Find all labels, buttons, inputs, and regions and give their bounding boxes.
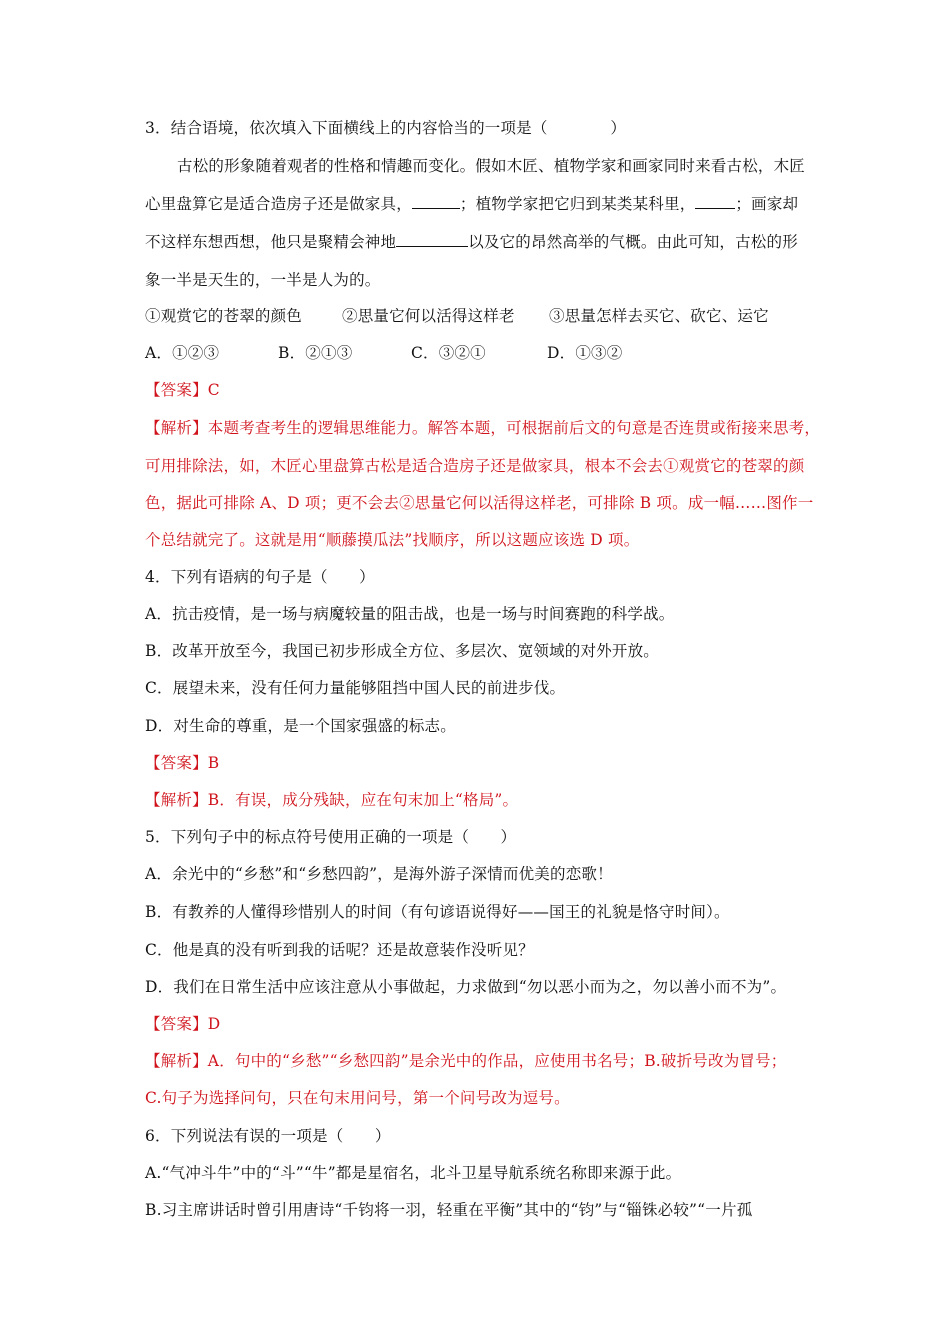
q3-item-2: ②思量它何以活得这样老	[342, 307, 515, 325]
fill-blank-2	[695, 194, 735, 209]
q4-option-d: D．对生命的尊重，是一个国家强盛的标志。	[145, 717, 456, 735]
q3-passage-line-3	[145, 232, 850, 252]
q5-option-c: C．他是真的没有听到我的话呢？还是故意装作没听见？	[145, 941, 534, 959]
q6-option-a: A.“气冲斗牛”中的“斗”“牛”都是星宿名，北斗卫星导航系统名称即来源于此。	[145, 1164, 682, 1182]
q3-analysis-line-3: 色，据此可排除 A、D 项；更不会去②思量它何以活得这样老，可排除 B 项。成一幅……图作一	[145, 494, 814, 512]
q5-option-d: D．我们在日常生活中应该注意从小事做起，力求做到“勿以恶小而为之，勿以善小而不为”。	[145, 978, 787, 996]
q5-option-b: B．有教养的人懂得珍惜别人的时间（有句谚语说得好——国王的礼貌是恪守时间）。	[145, 903, 730, 921]
q4-option-c: C．展望未来，没有任何力量能够阻挡中国人民的前进步伐。	[145, 679, 566, 697]
q3-passage-line-3a: 不这样东想西想，他只是聚精会神地	[145, 233, 397, 251]
q3-option-b: B．②①③	[278, 344, 353, 362]
q3-passage-line-3b: 以及它的昂然高举的气概。由此可知，古松的形	[468, 233, 798, 251]
q3-answer: 【答案】C	[145, 381, 220, 399]
q5-answer: 【答案】D	[145, 1015, 221, 1033]
q3-analysis-line-2: 可用排除法，如，木匠心里盘算古松是适合造房子还是做家具，根本不会去①观赏它的苍翠的颜	[145, 457, 805, 475]
q5-analysis-line-1: 【解析】A．句中的“乡愁”“乡愁四韵”是余光中的作品，应使用书名号；B.破折号改为冒号；	[145, 1052, 787, 1070]
q4-answer: 【答案】B	[145, 754, 220, 772]
q4-option-a: A．抗击疫情，是一场与病魔较量的阻击战，也是一场与时间赛跑的科学战。	[145, 605, 675, 623]
q3-passage-line-1: 古松的形象随着观者的性格和情趣而变化。假如木匠、植物学家和画家同时来看古松，木匠	[177, 157, 806, 175]
q3-items	[145, 306, 850, 326]
q3-passage-line-2b: ；植物学家把它归到某类某科里，	[459, 195, 696, 213]
q4-stem: 4．下列有语病的句子是（ ）	[145, 568, 375, 586]
q5-stem: 5．下列句子中的标点符号使用正确的一项是（ ）	[145, 828, 517, 846]
q4-option-b: B．改革开放至今，我国已初步形成全方位、多层次、宽领域的对外开放。	[145, 642, 659, 660]
q3-option-d: D．①③②	[547, 344, 623, 362]
q3-options	[145, 343, 850, 363]
q3-item-3: ③思量怎样去买它、砍它、运它	[549, 307, 769, 325]
q3-analysis-line-4: 个总结就完了。这就是用“顺藤摸瓜法”找顺序，所以这题应该选 D 项。	[145, 531, 640, 549]
q5-analysis-line-2: C.句子为选择问句，只在句末用问号，第一个问号改为逗号。	[145, 1089, 570, 1107]
q3-passage-line-2c: ；画家却	[735, 195, 799, 213]
q3-option-a: A．①②③	[145, 344, 220, 362]
q5-option-a: A．余光中的“乡愁”和“乡愁四韵”，是海外游子深情而优美的恋歌！	[145, 865, 613, 883]
q4-analysis: 【解析】B．有误，成分残缺，应在句末加上“格局”。	[145, 791, 519, 809]
q3-passage-line-2a: 心里盘算它是适合造房子还是做家具，	[145, 195, 412, 213]
q3-passage-line-2	[145, 194, 850, 214]
q3-passage-line-4: 象一半是天生的，一半是人为的。	[145, 271, 381, 289]
q3-item-1: ①观赏它的苍翠的颜色	[145, 307, 303, 325]
q3-analysis-line-1: 【解析】本题考查考生的逻辑思维能力。解答本题，可根据前后文的句意是否连贯或衔接来思考，	[145, 419, 821, 437]
q6-stem: 6．下列说法有误的一项是（ ）	[145, 1127, 391, 1145]
fill-blank-1	[412, 194, 460, 209]
q3-stem: 3．结合语境，依次填入下面横线上的内容恰当的一项是（ ）	[145, 119, 627, 137]
q3-option-c: C．③②①	[411, 344, 486, 362]
fill-blank-3	[396, 232, 468, 247]
q6-option-b: B.习主席讲话时曾引用唐诗“千钧将一羽，轻重在平衡”其中的“钧”与“锱铢必较”“一片孤	[145, 1201, 753, 1219]
